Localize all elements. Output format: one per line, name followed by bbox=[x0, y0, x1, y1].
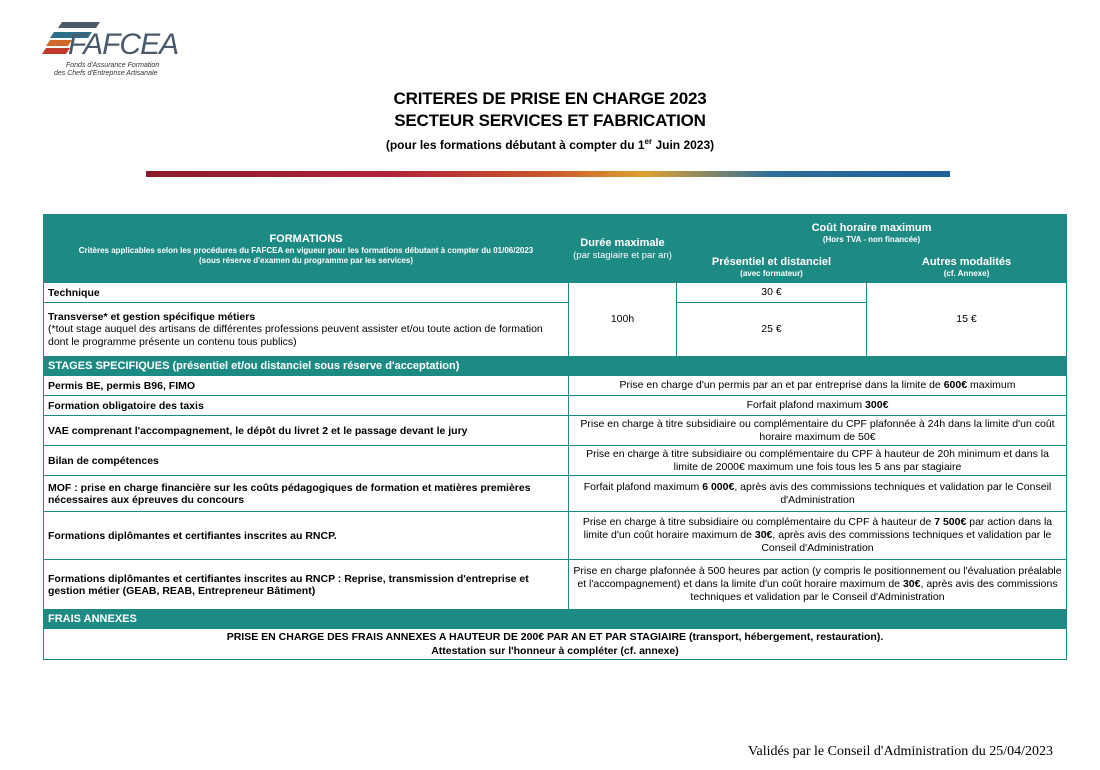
table-row bbox=[44, 416, 1067, 446]
title-line-1: CRITERES DE PRISE EN CHARGE 2023 bbox=[393, 89, 707, 108]
table-row bbox=[44, 396, 1067, 416]
row-main-autres-cost: 15 € bbox=[867, 283, 1067, 357]
header-cout: Coût horaire maximum (Hors TVA - non financée) bbox=[677, 215, 1067, 251]
section-frais-annexes: FRAIS ANNEXES bbox=[44, 610, 1067, 629]
table-row bbox=[44, 446, 1067, 476]
row-transverse-label: Transverse* et gestion spécifique métiers (*tout stage auquel des artisans de différentes professions peuvent assister et/ou toute action de formation dont le programme présente un contenu tous publics) bbox=[44, 303, 569, 357]
row-technique-label: Technique bbox=[44, 283, 569, 303]
logo-subtitle: Fonds d'Assurance Formation des Chefs d'Entreprise Artisanale bbox=[54, 62, 160, 77]
frais-annexes-text: PRISE EN CHARGE DES FRAIS ANNEXES A HAUTEUR DE 200€ PAR AN ET PAR STAGIAIRE (transport, hébergement, restauration). Attestation sur l'honneur à compléter (cf. annexe) bbox=[44, 629, 1067, 660]
stage-label: Formations diplômantes et certifiantes inscrites au RNCP : Reprise, transmission d'entreprise et gestion métier (GEAB, REAB, Entrepreneur Bâtiment) bbox=[44, 560, 569, 610]
stage-label: Formations diplômantes et certifiantes inscrites au RNCP. bbox=[44, 512, 569, 560]
title-line-2: SECTEUR SERVICES ET FABRICATION bbox=[394, 111, 706, 130]
stage-label: VAE comprenant l'accompagnement, le dépôt du livret 2 et le passage devant le jury bbox=[44, 416, 569, 446]
logo-wordmark: FAFCEA bbox=[68, 28, 179, 61]
stage-value: Prise en charge à titre subsidiaire ou complémentaire du CPF à hauteur de 20h minimum et dans la limite de 2000€ maximum une fois tous les 5 ans par stagiaire bbox=[569, 446, 1067, 476]
row-transverse-cost: 25 € bbox=[677, 303, 867, 357]
stage-value: Prise en charge à titre subsidiaire ou complémentaire du CPF à hauteur de 7 500€ par action dans la limite d'un coût horaire maximum de 30€, après avis des commissions techniques et validation par le Conseil d'Administration bbox=[569, 512, 1067, 560]
validation-footer: Validés par le Conseil d'Administration du 25/04/2023 bbox=[747, 744, 1053, 759]
title-color-rule bbox=[146, 171, 950, 177]
table-row bbox=[44, 560, 1067, 610]
stage-value: Forfait plafond maximum 300€ bbox=[569, 396, 1067, 416]
criteria-table bbox=[43, 214, 1067, 660]
table-row bbox=[44, 476, 1067, 512]
header-duree: Durée maximale (par stagiaire et par an) bbox=[569, 215, 677, 283]
stage-value: Prise en charge d'un permis par an et par entreprise dans la limite de 600€ maximum bbox=[569, 376, 1067, 396]
header-presentiel: Présentiel et distanciel (avec formateur) bbox=[677, 251, 867, 283]
stage-label: Formation obligatoire des taxis bbox=[44, 396, 569, 416]
header-autres: Autres modalités (cf. Annexe) bbox=[867, 251, 1067, 283]
stage-label: Bilan de compétences bbox=[44, 446, 569, 476]
section-stages-specifiques: STAGES SPECIFIQUES (présentiel et/ou distanciel sous réserve d'acceptation) bbox=[44, 357, 1067, 376]
stage-label: Permis BE, permis B96, FIMO bbox=[44, 376, 569, 396]
row-main-duree: 100h bbox=[569, 283, 677, 357]
stage-value: Prise en charge plafonnée à 500 heures par action (y compris le positionnement ou l'évaluation préalable et l'accompagnement) et dans la limite d'un coût horaire maximum de 30€, après avis des commissions techniques et validation par le Conseil d'Administration bbox=[569, 560, 1067, 610]
table-row bbox=[44, 512, 1067, 560]
header-formations: FORMATIONS Critères applicables selon les procédures du FAFCEA en vigueur pour les formations débutant à compter du 01/06/2023 (sous réserve d'examen du programme par les services) bbox=[44, 215, 569, 283]
stage-value: Prise en charge à titre subsidiaire ou complémentaire du CPF plafonnée à 24h dans la limite d'un coût horaire maximum de 50€ bbox=[569, 416, 1067, 446]
row-technique-cost: 30 € bbox=[677, 283, 867, 303]
fafcea-logo bbox=[40, 18, 179, 82]
title-subtitle: (pour les formations débutant à compter du 1er Juin 2023) bbox=[385, 137, 715, 152]
document-title bbox=[0, 88, 1100, 153]
stage-label: MOF : prise en charge financière sur les coûts pédagogiques de formation et matières premières nécessaires aux épreuves du concours bbox=[44, 476, 569, 512]
table-row bbox=[44, 376, 1067, 396]
stage-value: Forfait plafond maximum 6 000€, après avis des commissions techniques et validation par le Conseil d'Administration bbox=[569, 476, 1067, 512]
